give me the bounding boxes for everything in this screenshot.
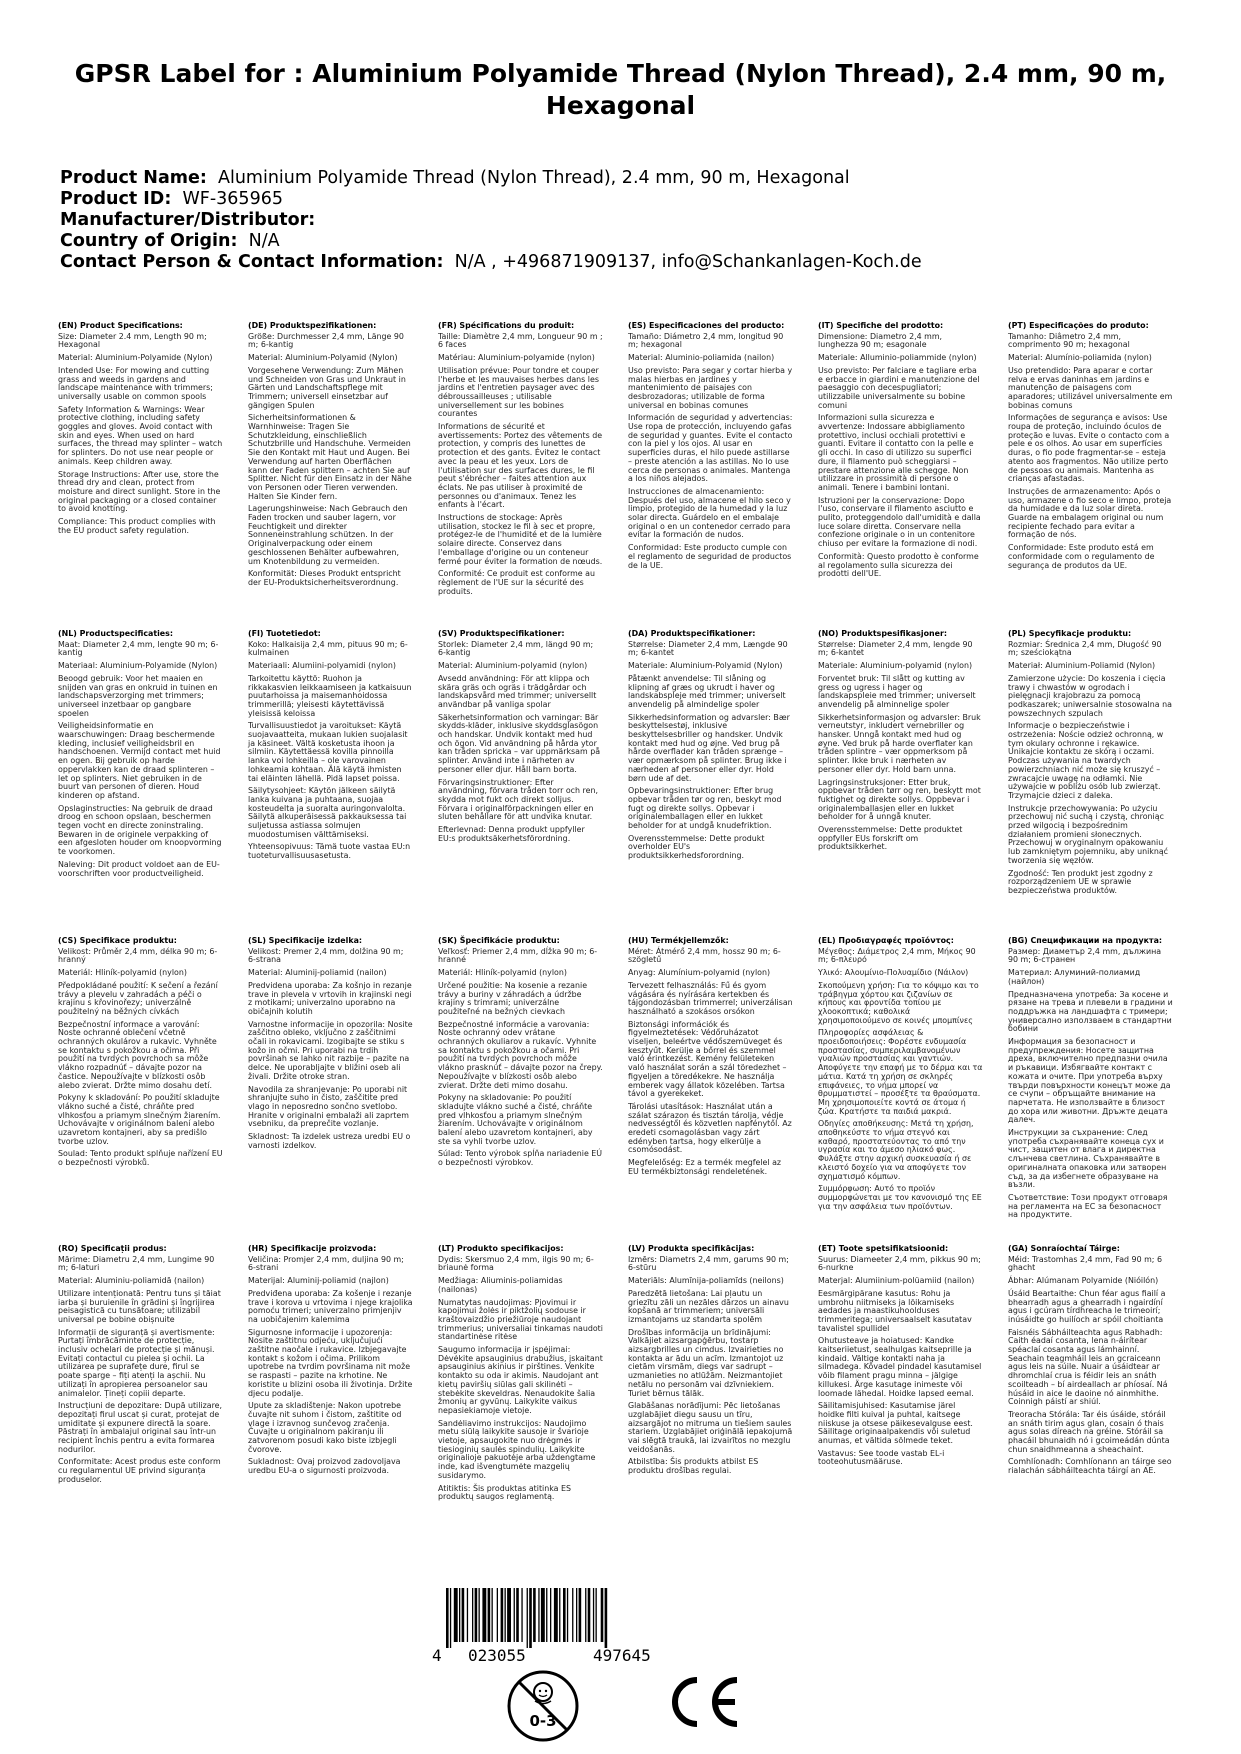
spec-grid-row-4 xyxy=(58,1245,1186,1507)
spec-paragraph: Storlek: Diameter 2,4 mm, längd 90 m; 6-kantig xyxy=(438,639,594,658)
spec-paragraph: Veľkosť: Priemer 2,4 mm, dĺžka 90 m; 6-hranné xyxy=(438,946,598,965)
spec-paragraph: Medžiaga: Aliuminis-poliamidas (nailonas) xyxy=(438,1276,563,1294)
spec-block xyxy=(248,937,413,1199)
spec-paragraph: Conformitate: Acest produs este conform cu regulamentul UE privind siguranța produselor. xyxy=(58,1457,221,1484)
spec-paragraph: Informazioni sulla sicurezza e avvertenze: Indossare abbigliamento protettivo, inclusi occhiali protettivi e guanti. Evitare il contatto con la pelle e gli occhi. In caso di utilizzo su superfici dure, il filamento può scheggiarsi – prestare attenzione alle schegge. Non utilizzare in prossimità di persone o animali. Tenere i bambini lontani. xyxy=(818,413,974,492)
spec-block xyxy=(438,630,603,892)
barcode-bar xyxy=(514,1588,515,1642)
barcode-bar xyxy=(588,1588,591,1642)
spec-paragraph: Turvallisuustiedot ja varoitukset: Käytä suojavaatteita, mukaan lukien suojalasit ja käsineet. Vältä kosketusta ihoon ja silmiin. Käytettäessä kovilla pinnoilla lanka voi lohkeilla – ole varovainen lohkeamia kohtaan. Älä käytä ihmisten tai eläinten lähellä. Pidä lapset poissa. xyxy=(248,721,408,783)
barcode-bar xyxy=(521,1588,522,1642)
spec-paragraph: Velikost: Premer 2,4 mm, dolžina 90 m; 6-strana xyxy=(248,946,404,965)
spec-paragraph: Sukladnost: Ovaj proizvod zadovoljava uredbu EU-a o sigurnosti proizvoda. xyxy=(248,1457,401,1476)
spec-heading: (GA) Sonraíochtaí Táirge: xyxy=(1008,1244,1120,1253)
spec-paragraph: Utilizare intenționată: Pentru tuns și tăiat iarba și buruienile în grădini și îngrijirea peisagistică cu tunsătoare; utilizabil universal pe bobine obișnuite xyxy=(58,1288,221,1324)
product-id-label: Product ID: xyxy=(60,189,172,209)
spec-paragraph: Förvaringsinstruktioner: Efter användning, förvara tråden torr och ren, skydda mot fukt och direkt solljus. Förvara i originalförpackningen eller en sluten behållare för att undvika knutar. xyxy=(438,777,598,822)
spec-paragraph: Atitiktis: Šis produktas atitinka ES produktų saugos reglamentą. xyxy=(438,1483,571,1502)
spec-paragraph: Instrucciones de almacenamiento: Después del uso, almacene el hilo seco y limpio, protegido de la humedad y la luz solar directa. Guárdelo en el embalaje original o en un contenedor cerrado para evitar la formación de nudos. xyxy=(628,486,791,540)
spec-paragraph: Informações de segurança e avisos: Use roupa de proteção, incluindo óculos de proteção e luvas. Evite o contacto com a pele e os olhos. Ao usar em superfícies duras, o fio pode fragmentar-se – esteja atento aos fragmentos. Não utilize perto de pessoas ou animais. Mantenha as crianças afastadas. xyxy=(1008,413,1170,484)
spec-paragraph: Navodila za shranjevanje: Po uporabi nit shranjujte suho in čisto, zaščitite pred vlago in neposredno sončno svetlobo. Hranite v originalni embalaži ali zaprtem vsebniku, da preprečite vozlanje. xyxy=(248,1084,409,1129)
spec-paragraph: Uso pretendido: Para aparar e cortar relva e ervas daninhas em jardins e manutenção de paisagens com aparadores; utilizável universalmente em bobinas comuns xyxy=(1008,365,1173,410)
spec-paragraph: Conformità: Questo prodotto è conforme al regolamento sulla sicurezza dei prodotti dell'UE. xyxy=(818,551,979,579)
barcode-bar xyxy=(601,1588,604,1642)
spec-paragraph: Υλικό: Αλουμίνιο-Πολυαμίδιο (Νάιλον) xyxy=(818,968,969,978)
spec-paragraph: Размер: Диаметър 2,4 mm, дължина 90 m; 6-странен xyxy=(1008,946,1162,965)
spec-heading: (NO) Produktspesifikasjoner: xyxy=(818,629,948,638)
barcode-bar xyxy=(467,1588,468,1642)
spec-grid-row-1 xyxy=(58,321,1186,596)
spec-paragraph: Größe: Durchmesser 2,4 mm, Länge 90 m; 6-kantig xyxy=(248,331,404,350)
spec-paragraph: Zgodność: Ten produkt jest zgodny z rozporządzeniem UE w sprawie bezpieczeństwa produktów. xyxy=(1008,868,1153,895)
spec-paragraph: Předpokládané použití: K sečení a řezání trávy a plevelu v zahradách a péči o krajinu s křovinořezy; univerzálně použitelný na běžných cívkách xyxy=(58,980,218,1016)
barcode-bar xyxy=(538,1588,539,1642)
spec-paragraph: Glabāšanas norādījumi: Pēc lietošanas uzglabājiet diegu sausu un tīru, aizsargājot no mitruma un tiešiem saules stariem. Uzglabājiet oriģinālā iepakojumā vai slēgtā traukā, lai izvairītos no mezglu veidošanās. xyxy=(628,1401,793,1454)
spec-paragraph: Size: Diameter 2.4 mm, Length 90 m; Hexagonal xyxy=(58,331,207,350)
spec-heading: (SL) Specifikacije izdelka: xyxy=(248,936,363,945)
spec-heading: (DE) Produktspezifikationen: xyxy=(248,321,377,330)
spec-paragraph: Tárolási utasítások: Használat után a szálat szárazon és tisztán tárolja, védje nedvességtől és közvetlen napfénytől. Az eredeti csomagolásban vagy zárt edényben tartsa, hogy elkerülje a csomósodást. xyxy=(628,1101,792,1155)
spec-block xyxy=(818,1245,983,1507)
spec-paragraph: Informacje o bezpieczeństwie i ostrzeżenia: Noście odzież ochronną, w tym okulary ochronne i rękawice. Unikajcie kontaktu ze skórą i oczami. Podczas używania na twardych powierzchniach nić może się kruszyć – zwracajcie uwagę na odłamki. Nie używajcie w pobliżu osób lub zwierząt. Trzymajcie dzieci z daleka. xyxy=(1008,721,1164,800)
spec-paragraph: Съответствие: Този продукт отговаря на регламента на ЕС за безопасност на продуктите. xyxy=(1008,1192,1168,1220)
spec-grid-row-3 xyxy=(58,936,1186,1220)
spec-paragraph: Intended Use: For mowing and cutting grass and weeds in gardens and landscape maintenance with trimmers; universally usable on common spools xyxy=(58,365,213,401)
spec-paragraph: Conformidade: Este produto está em conformidade com o regulamento de segurança de produtos da UE. xyxy=(1008,543,1155,570)
spec-paragraph: Eesmärgipärane kasutus: Rohu ja umbrohu niitmiseks ja lõikamiseks aedades ja maastikuhoolduses trimmeritega; universaalselt kasutatav tavalistel spullidel xyxy=(818,1288,972,1333)
spec-paragraph: Materiale: Aluminium-polyamid (nylon) xyxy=(818,661,973,671)
spec-block xyxy=(628,1245,793,1507)
spec-paragraph: Instrucțiuni de depozitare: După utilizare, depozitați firul uscat și curat, protejat de umiditate și expunere directă la soare. Păstrați în ambalajul original sau într-un recipient închis pentru a evita formarea nodurilor. xyxy=(58,1401,223,1454)
barcode-bar xyxy=(579,1588,582,1642)
spec-paragraph: Soulad: Tento produkt splňuje nařízení EU o bezpečnosti výrobků. xyxy=(58,1149,223,1168)
spec-paragraph: Sikkerhetsinformasjon og advarsler: Bruk verneutstyr, inkludert vernebriller og hansker. Unngå kontakt med hud og øyne. Ved bruk på harde overflater kan tråden splintre – vær oppmerksom på splinter. Ikke bruk i nærheten av personer eller dyr. Hold barn unna. xyxy=(818,712,981,774)
spec-paragraph: Tamaño: Diámetro 2,4 mm, longitud 90 m; hexagonal xyxy=(628,331,784,350)
spec-block xyxy=(58,630,223,892)
barcode-bar xyxy=(488,1588,491,1642)
spec-paragraph: Σκοπούμενη χρήση: Για το κόψιμο και το τράβηγμα χόρτου και ζιζανίων σε κήπους και φροντίδα τοπίου με χλοοκοπτικά; καθολικά χρησιμοποιούμενο σε κοινές μπομπίνες xyxy=(818,980,979,1025)
spec-paragraph: Materiale: Alluminio-poliammide (nylon) xyxy=(818,353,977,363)
spec-paragraph: Méid: Trastomhas 2,4 mm, Fad 90 m; 6 ghacht xyxy=(1008,1254,1162,1273)
barcode-bar xyxy=(507,1588,511,1642)
not-suitable-for-children-0-3-icon xyxy=(505,1668,581,1748)
spec-block xyxy=(628,322,793,584)
spec-heading: (LT) Produkto specifikacijos: xyxy=(438,1244,564,1253)
spec-paragraph: Yhteensopivuus: Tämä tuote vastaa EU:n tuoteturvallisuusasetusta. xyxy=(248,842,411,861)
spec-paragraph: Pokyny na skladovanie: Po použití skladujte vlákno suché a čisté, chráňte pred vlhkosťou a priamym slnečným žiarením. Uchovávajte v originálnom balení alebo uzavretom kontajneri, aby ste sa vyhli tvorbe uzlov. xyxy=(438,1093,593,1146)
spec-paragraph: Информация за безопасност и предупреждения: Носете защитна дреха, включително предпазни очила и ръкавици. Избягвайте контакт с кожата и очите. При употреба върху твърди повърхности конецът може да се счупи – обръщайте внимание на парчетата. Не използвайте в близост до хора или животни. Дръжте децата далеч. xyxy=(1008,1037,1171,1125)
barcode-bar xyxy=(529,1588,532,1648)
spec-paragraph: Informații de siguranță și avertismente: Purtați îmbrăcăminte de protecție, inclusiv ochelari de protecție și mănuși. Evitați contactul cu pielea și ochii. La utilizarea pe suprafețe dure, firul se poate sparge – fiți atenți la așchii. Nu utilizați în apropierea persoanelor sau animalelor. Țineți copiii departe. xyxy=(58,1327,215,1398)
spec-paragraph: Anyag: Alumínium-polyamid (nylon) xyxy=(628,968,771,978)
barcode-bar xyxy=(459,1588,460,1642)
spec-heading: (PT) Especificações do produto: xyxy=(1008,321,1149,330)
spec-paragraph: Uso previsto: Per falciare e tagliare erba e erbacce in giardini e manutenzione del paesaggio con decespugliatori; utilizzabile universalmente su bobine comuni xyxy=(818,365,980,410)
spec-paragraph: Bezpečnostné informácie a varovania: Noste ochranný odev vrátane ochranných okuliarov a rukavíc. Vyhnite sa kontaktu s pokožkou a očami. Pri použití na tvrdých povrchoch môže vlákno prasknúť – dávajte pozor na črepy. Nepoužívajte v blízkosti osôb alebo zvierat. Držte deti mimo dosahu. xyxy=(438,1019,603,1090)
spec-paragraph: Vorgesehene Verwendung: Zum Mähen und Schneiden von Gras und Unkraut in Gärten und Landschaftspflege mit Trimmern; universell einsetzbar auf gängigen Spulen xyxy=(248,365,406,410)
barcode-bar xyxy=(533,1588,536,1642)
spec-paragraph: Skladnost: Ta izdelek ustreza uredbi EU o varnosti izdelkov. xyxy=(248,1132,411,1150)
spec-block xyxy=(818,936,983,1211)
spec-paragraph: Tamanho: Diâmetro 2,4 mm, comprimento 90 m; hexagonal xyxy=(1008,331,1130,350)
spec-paragraph: Uso previsto: Para segar y cortar hierba y malas hierbas en jardines y mantenimiento de paisajes con desbrozadoras; utilizable de forma universal en bobinas comunes xyxy=(628,365,793,410)
spec-paragraph: Instructions de stockage: Après utilisation, stockez le fil à sec et propre, protégez-le de l'humidité et de la lumière solaire directe. Conservez dans l'emballage d'origine ou un conteneur fermé pour éviter la formation de nœuds. xyxy=(438,513,603,566)
spec-paragraph: Istruzioni per la conservazione: Dopo l'uso, conservare il filamento asciutto e pulito, proteggendolo dall'umidità e dalla luce solare diretta. Conservare nella confezione originale o in un contenitore chiuso per evitare la formazione di nodi. xyxy=(818,495,981,549)
spec-block xyxy=(58,937,223,1199)
spec-paragraph: Určené použitie: Na kosenie a rezanie trávy a buriny v záhradách a údržbe krajiny s trimrami; univerzálne použiteľné na bežných cievkach xyxy=(438,980,588,1016)
ce-mark-icon xyxy=(663,1672,743,1736)
barcode-bar xyxy=(593,1588,594,1642)
spec-paragraph: Taille: Diamètre 2,4 mm, Longueur 90 m ; 6 faces xyxy=(438,331,603,350)
spec-heading: (EN) Product Specifications: xyxy=(58,321,183,330)
spec-paragraph: Rozmiar: Średnica 2,4 mm, Długość 90 m; sześciokątna xyxy=(1008,639,1162,658)
spec-block xyxy=(818,322,983,584)
spec-paragraph: Materiál: Hliník-polyamid (nylon) xyxy=(438,968,567,978)
spec-block xyxy=(438,937,603,1199)
spec-paragraph: Sandėliavimo instrukcijos: Naudojimo metu siūlą laikykite sausoje ir švarioje vietoje, apsaugokite nuo drėgmės ir tiesioginių saulės spindulių. Laikykite originalioje pakuotėje arba uždengtame inde, kad išvengtumėte mazgelių susidarymo. xyxy=(438,1418,596,1480)
spec-paragraph: Påtænkt anvendelse: Til slåning og klipning af græs og ukrudt i haver og landskabspleje med trimmer; universelt anvendelig på almindelige spoler xyxy=(628,673,786,709)
spec-heading: (FI) Tuotetiedot: xyxy=(248,629,321,638)
spec-heading: (FR) Spécifications du produit: xyxy=(438,321,575,330)
spec-paragraph: Materjal: Alumiinium-polüamiid (nailon) xyxy=(818,1276,975,1286)
spec-heading: (SV) Produktspecifikationer: xyxy=(438,629,565,638)
spec-paragraph: Paredzētā lietošana: Lai pļautu un griezītu zāli un nezāles dārzos un ainavu kopšanā ar trimmeriem; universāli izmantojams uz standarta spolēm xyxy=(628,1288,789,1324)
spec-paragraph: Súlad: Tento výrobok spĺňa nariadenie EÚ o bezpečnosti výrobkov. xyxy=(438,1149,603,1168)
barcode-bar xyxy=(454,1588,458,1642)
spec-paragraph: Material: Aluminium-Polyamid (Nylon) xyxy=(248,353,398,363)
spec-paragraph: Conformidad: Este producto cumple con el reglamento de seguridad de productos de la UE. xyxy=(628,543,792,570)
spec-paragraph: Drošības informācija un brīdinājumi: Valkājiet aizsargapģērbu, tostarp aizsargbrilles un cimdus. Izvairieties no kontakta ar ādu un acīm. Izmantojot uz cietām virsmām, diegs var sadrupt – uzmanieties no atlūžām. Neizmantojiet netālu no personām vai dzīvniekiem. Turiet bērnus tālāk. xyxy=(628,1327,784,1398)
spec-paragraph: Maat: Diameter 2,4 mm, lengte 90 m; 6-kantig xyxy=(58,639,219,658)
spec-paragraph: Material: Aluminium-Polyamide (Nylon) xyxy=(58,353,213,363)
spec-heading: (RO) Specificații produs: xyxy=(58,1244,167,1253)
spec-paragraph: Megfelelőség: Ez a termék megfelel az EU termékbiztonsági rendeletének. xyxy=(628,1158,782,1176)
barcode-right-digits: 497645 xyxy=(593,1646,651,1665)
barcode-bar xyxy=(554,1588,558,1642)
spec-paragraph: Säilitamisjuhised: Kasutamise järel hoidke filti kuival ja puhtal, kaitsege niiskuse ja otsese päikesevalguse eest. Säilitage originaalpakendis või suletud anumas, et vältida sõlmede teket. xyxy=(818,1401,973,1446)
barcode-bar xyxy=(501,1588,504,1642)
spec-paragraph: Mărime: Diametru 2,4 mm, Lungime 90 m; 6-laturi xyxy=(58,1254,215,1273)
spec-paragraph: Conformité: Ce produit est conforme au règlement de l'UE sur la sécurité des produits. xyxy=(438,569,595,596)
barcode-bar xyxy=(462,1588,465,1642)
spec-block xyxy=(818,630,983,892)
spec-paragraph: Instruções de armazenamento: Após o uso, armazene o fio seco e limpo, proteja da humidade e da luz solar direta. Guarde na embalagem original ou num recipiente fechado para evitar a formação de nós. xyxy=(1008,486,1172,540)
spec-paragraph: Materiale: Aluminium-Polyamid (Nylon) xyxy=(628,661,783,671)
spec-block xyxy=(58,1245,223,1507)
barcode-lead-digit: 4 xyxy=(432,1646,442,1665)
barcode-bar xyxy=(559,1588,560,1642)
barcode-bar xyxy=(527,1588,528,1648)
spec-paragraph: Materiál: Hliník-polyamid (nylon) xyxy=(58,968,187,978)
spec-paragraph: Säkerhetsinformation och varningar: Bär skydds-kläder, inklusive skyddsglasögon och handskar. Undvik kontakt med hud och ögon. Vid användning på hårda ytor kan tråden spricka – var uppmärksam på splinter. Använd inte i närheten av personer eller djur. Håll barn borta. xyxy=(438,712,601,774)
spec-paragraph: Méret: Átmérő 2,4 mm, hossz 90 m; 6-szögletű xyxy=(628,946,781,965)
spec-paragraph: Storage Instructions: After use, store the thread dry and clean, protect from moisture and direct sunlight. Store in the original packaging or a closed container to avoid knotting. xyxy=(58,469,221,514)
spec-block xyxy=(248,630,413,892)
spec-paragraph: Numatytas naudojimas: Pjovimui ir kapojimui žolės ir piktžolių sodouse ir kraštovaizdžio priežiūroje naudojant trimmerius; universaliai tinkamas naudoti standartinėse ritėse xyxy=(438,1297,603,1342)
spec-paragraph: Varnostne informacije in opozorila: Nosite zaščitno obleko, vključno z zaščitnimi očali in rokavicami. Izogibajte se stiku s kožo in očmi. Pri uporabi na trdih površinah se lahko nit razbije – pazite na delce. Ne uporabljajte v bližini oseb ali živali. Držite otroke stran. xyxy=(248,1019,413,1081)
barcode-bar xyxy=(516,1588,519,1642)
barcode-bar xyxy=(472,1588,473,1642)
spec-paragraph: Πληροφορίες ασφάλειας & προειδοποιήσεις: Φορέστε ενδυμασία προστασίας, συμπεριλαμβανομένων γυαλιών προστασίας και γαντιών. Αποφύγετε την επαφή με το δέρμα και τα μάτια. Κατά τη χρήση σε σκληρές επιφάνειες, το νήμα μπορεί να θρυμματιστεί – προσέξτε τα θραύσματα. Μη χρησιμοποιείτε κοντά σε άτομα ή ζώα. Κρατήστε τα παιδιά μακριά. xyxy=(818,1028,983,1116)
country-label: Country of Origin: xyxy=(60,231,238,251)
spec-paragraph: Compliance: This product complies with the EU product safety regulation. xyxy=(58,517,216,535)
product-info xyxy=(60,168,1190,273)
spec-paragraph: Pokyny k skladování: Po použití skladujte vlákno suché a čisté, chráňte pred vlhkosťou a priamym slnečným žiarením. Uchovávajte v originálnom balení alebo uzavretom kontajneri, aby sa predišlo tvorbe uzlov. xyxy=(58,1093,221,1146)
spec-paragraph: Ábhar: Alúmanam Polyamide (Nióilón) xyxy=(1008,1276,1159,1286)
spec-heading: (PL) Specyfikacje produktu: xyxy=(1008,629,1132,638)
spec-paragraph: Μέγεθος: Διάμετρος 2,4 mm, Μήκος 90 m; 6-πλευρό xyxy=(818,946,976,965)
spec-paragraph: Predvidena uporaba: Za košnjo in rezanje trave in plevela v vrtovih in krajinski negi z motikami; univerzalno uporabno na običajnih kolutih xyxy=(248,980,412,1016)
spec-paragraph: Bezpečnostní informace a varování: Noste ochranné oblečení včetně ochranných okulárov a rukavic. Vyhněte se kontaktu s pokožkou a očima. Při použití na tvrdých povrchoch sa môže vlákno rozpadnúť – dávajte pozor na častice. Nepoužívajte v blízkosti osôb alebo zvierat. Držte mimo dosahu detí. xyxy=(58,1019,217,1090)
spec-paragraph: Matériau: Aluminium-polyamide (nylon) xyxy=(438,353,595,363)
spec-paragraph: Opslaginstructies: Na gebruik de draad droog en schoon opslaan, beschermen tegen vocht en directe zoninstraling. Bewaren in de originele verpakking of een afgesloten houder om knoopvorming te voorkomen. xyxy=(58,803,222,857)
spec-paragraph: Naleving: Dit product voldoet aan de EU-voorschriften voor productveiligheid. xyxy=(58,859,220,878)
spec-paragraph: Konformität: Dieses Produkt entspricht der EU-Produktsicherheitsverordnung. xyxy=(248,569,401,587)
spec-block xyxy=(1008,322,1173,584)
barcode-bar xyxy=(492,1588,493,1642)
contact-value: N/A , +496871909137, info@Schankanlagen-Koch.de xyxy=(454,252,922,272)
spec-paragraph: Veličina: Promjer 2,4 mm, duljina 90 m; 6-strani xyxy=(248,1254,404,1273)
barcode-bar xyxy=(541,1588,545,1642)
spec-paragraph: Dydis: Skersmuo 2,4 mm, ilgis 90 m; 6-briaunė forma xyxy=(438,1254,594,1273)
spec-paragraph: Størrelse: Diameter 2,4 mm, lengde 90 m; 6-kantet xyxy=(818,639,973,658)
manufacturer-row xyxy=(60,210,1190,231)
spec-heading: (LV) Produkta specifikācijas: xyxy=(628,1244,755,1253)
spec-heading: (CS) Specifikace produktu: xyxy=(58,936,177,945)
spec-block xyxy=(1008,629,1173,895)
spec-heading: (SK) Špecifikácie produktu: xyxy=(438,936,560,945)
spec-paragraph: Faisnéis Sábháilteachta agus Rabhadh: Caith éadaí cosanta, lena n-áirítear spéaclaí cosanta agus lámhainní. Seachain teagmháil leis an gcraiceann agus leis na súile. Nuair a úsáidtear ar dhromchlaí crua is féidir leis an snáth scoilteadh – bí airdeallach ar phíosaí. Ná húsáid in aice le daoine nó ainmhithe. Coinnigh páistí ar shiúl. xyxy=(1008,1327,1168,1407)
spec-grid-row-2 xyxy=(58,629,1186,895)
spec-heading: (ET) Toote spetsifikatsioonid: xyxy=(818,1244,949,1253)
spec-heading: (NL) Productspecificaties: xyxy=(58,629,174,638)
spec-paragraph: Opbevaringsinstruktioner: Efter brug opbevar tråden tør og ren, beskyt mod fugt og direkte sollys. Opbevar i originalemballagen eller en lukket beholder for at undgå knudefriktion. xyxy=(628,786,782,831)
country-value: N/A xyxy=(248,231,280,251)
spec-paragraph: Materiaal: Aluminium-Polyamide (Nylon) xyxy=(58,661,218,671)
product-id-value: WF-365965 xyxy=(182,189,283,209)
spec-paragraph: Forventet bruk: Til slått og kutting av gress og ugress i hager og landskapspleie med trimmer; universelt anvendelig på alminnelige spoler xyxy=(818,673,976,709)
spec-paragraph: Tarkoitettu käyttö: Ruohon ja rikkakasvien leikkaamiseen ja katkaisuun puutarhoissa ja maisemanhoidossa trimmerillä; yleisesti käytettävissä yleisissä keloissa xyxy=(248,673,412,718)
spec-paragraph: Инструкции за съхранение: След употреба съхранявайте конеца сух и чист, защитен от влага и директна слънчева светлина. Съхранявайте в оригиналната опаковка или затворен съд, за да избегнете образуване на възли. xyxy=(1008,1128,1167,1190)
age-label: 0-3 xyxy=(529,1712,557,1730)
spec-paragraph: Zamierzone użycie: Do koszenia i cięcia trawy i chwastów w ogrodach i pielęgnacji krajobrazu za pomocą podkaszarek; uniwersalnie stosowalna na powszechnych szpulach xyxy=(1008,673,1172,718)
spec-paragraph: Säilytysohjeet: Käytön jälkeen säilytä lanka kuivana ja puhtaana, suojaa kosteudelta ja suoralta auringonvalolta. Säilytä alkuperäisessä pakkauksessa tai suljetussa astiassa solmujen muodostumisen välttämiseksi. xyxy=(248,786,407,839)
spec-paragraph: Dimensione: Diametro 2,4 mm, lunghezza 90 m; esagonale xyxy=(818,331,943,350)
spec-paragraph: Lagringsinstruksjoner: Etter bruk, oppbevar tråden tørr og ren, beskytt mot fuktighet og direkte sollys. Oppbevar i originalemballasjen eller en lukket beholder for å unngå knuter. xyxy=(818,777,981,822)
spec-paragraph: Sikkerhedsinformation og advarsler: Bær beskyttelsestøj, inklusive beskyttelsesbriller og handsker. Undvik kontakt med hud og øjne. Ved brug på hårde overflader kan tråden sprænge – vær opmærksom på splinter. Brug ikke i nærheden af personer eller dyr. Hold børn ude af det. xyxy=(628,712,790,783)
spec-paragraph: Sicherheitsinformationen & Warnhinweise: Tragen Sie Schutzkleidung, einschließlich Schutzbrille und Handschuhe. Vermeiden Sie den Kontakt mit Haut und Augen. Bei Verwendung auf harten Oberflächen kann der Faden splittern – achten Sie auf Splitter. Nicht für den Einsatz in der Nähe von Personen oder Tieren verwenden. Halten Sie Kinder fern. xyxy=(248,413,412,501)
spec-paragraph: Efterlevnad: Denna produkt uppfyller EU:s produktsäkerhetsförordning. xyxy=(438,825,585,843)
spec-block xyxy=(248,1245,413,1507)
spec-paragraph: Suurus: Diameeter 2,4 mm, pikkus 90 m; 6-nurkne xyxy=(818,1254,981,1273)
spec-paragraph: Saugumo informacija ir įspėjimai: Dėvėkite apsauginius drabužius, įskaitant apsauginius akinius ir pirštines. Venkite kontakto su oda ir akimis. Naudojant ant kietų paviršių siūlas gali skilinėti – stebėkite skeveldras. Nenaudokite šalia žmonių ar gyvūnų. Laikykite vaikus nepasiekiamoje vietoje. xyxy=(438,1345,603,1415)
spec-paragraph: Material: Aluminiu-poliamidă (nailon) xyxy=(58,1276,205,1286)
barcode-bar xyxy=(505,1588,506,1642)
barcode-bar xyxy=(482,1588,486,1642)
spec-paragraph: Instrukcje przechowywania: Po użyciu przechowuj nić suchą i czystą, chroniąc przed wilgocią i bezpośrednim działaniem promieni słonecznych. Przechowuj w oryginalnym opakowaniu lub zamkniętym pojemniku, aby uniknąć tworzenia się węzłów. xyxy=(1008,803,1169,865)
barcode-bar xyxy=(605,1588,608,1648)
spec-paragraph: Comhlíonadh: Comhlíonann an táirge seo rialachán sábháilteachta táirgí an AE. xyxy=(1008,1457,1172,1476)
spec-paragraph: Upute za skladištenje: Nakon upotrebe čuvajte nit suhom i čistom, zaštitite od vlage i izravnog sunčevog zračenja. Čuvajte u originalnom pakiranju ili zatvorenom posudi kako biste izbjegli čvorove. xyxy=(248,1401,402,1454)
spec-paragraph: Vastavus: See toode vastab EL-i tooteohutusmääruse. xyxy=(818,1448,945,1467)
spec-paragraph: Úsáid Beartaithe: Chun féar agus fiailí a bhearradh agus a ghearradh i ngairdíní agus i gcúram tírdhreacha le trimeoirí; inúsáidte go huilíoch ar spóil choitianta xyxy=(1008,1288,1166,1324)
spec-paragraph: Συμμόρφωση: Αυτό το προϊόν συμμορφώνεται με τον κανονισμό της ΕΕ για την ασφάλεια των προϊόντων. xyxy=(818,1184,982,1211)
spec-paragraph: Veiligheidsinformatie en waarschuwingen: Draag beschermende kleding, inclusief veiligheidsbril en handschoenen. Vermijd contact met huid en ogen. Bij gebruik op harde oppervlakken kan de draad splinteren – let op splinters. Niet gebruiken in de buurt van personen of dieren. Houd kinderen op afstand. xyxy=(58,721,221,800)
manufacturer-label: Manufacturer/Distributor: xyxy=(60,210,316,230)
barcode-bar xyxy=(596,1588,597,1642)
spec-paragraph: Predviđena uporaba: Za košenje i rezanje trave i korova u vrtovima i njege krajolika pomoću trimeri; univerzalno primjenjiv na uobičajenim kalemima xyxy=(248,1288,413,1324)
barcode-bar xyxy=(563,1588,566,1642)
spec-paragraph: Atbilstība: Šis produkts atbilst ES produktu drošības regulai. xyxy=(628,1457,759,1476)
spec-paragraph: Material: Aluminio-poliamida (nailon) xyxy=(628,353,775,363)
spec-paragraph: Overensstemmelse: Dette produktet oppfyller EUs forskrift om produktsikkerhet. xyxy=(818,825,963,852)
spec-paragraph: Izmērs: Diametrs 2,4 mm, garums 90 m; 6-stūru xyxy=(628,1254,789,1273)
spec-paragraph: Material: Aluminij-poliamid (nailon) xyxy=(248,968,387,978)
spec-paragraph: Materiał: Aluminium-Poliamid (Nylon) xyxy=(1008,661,1156,671)
spec-block xyxy=(628,937,793,1199)
spec-paragraph: Información de seguridad y advertencias: Use ropa de protección, incluyendo gafas de seguridad y guantes. Evite el contacto con la piel y los ojos. Al usar en superficies duras, el hilo puede astillarse – preste atención a las astillas. No lo use cerca de personas o animales. Mantenga a los niños alejados. xyxy=(628,413,793,484)
spec-paragraph: Treoracha Stórála: Tar éis úsáide, stóráil an snáth tirim agus glan, cosain ó thais agus solas díreach na gréine. Stóráil sa phacáil bhunaidh nó i gcoimeádán dúnta chun snaidhmeanna a sheachaint. xyxy=(1008,1409,1170,1454)
spec-paragraph: Avsedd användning: För att klippa och skära gräs och ogräs i trädgårdar och landskapsvård med trimmer; universellt användbar på vanliga spolar xyxy=(438,673,597,709)
spec-paragraph: Material: Aluminium-polyamid (nylon) xyxy=(438,661,588,671)
spec-block xyxy=(58,322,223,584)
spec-block xyxy=(628,630,793,892)
spec-paragraph: Informations de sécurité et avertissements: Portez des vêtements de protection, y compris des lunettes de protection et des gants. Évitez le contact avec la peau et les yeux. Lors de l'utilisation sur des surfaces dures, le fil peut s'ébrécher – faites attention aux éclats. Ne pas utiliser à proximité de personnes ou d'animaux. Tenez les enfants à l'écart. xyxy=(438,422,603,510)
barcode-bar xyxy=(567,1588,568,1642)
contact-label: Contact Person & Contact Information: xyxy=(60,252,444,272)
spec-heading: (ES) Especificaciones del producto: xyxy=(628,321,785,330)
spec-paragraph: Материал: Алуминий-полиамид (найлон) xyxy=(1008,968,1141,986)
barcode-bar xyxy=(446,1588,449,1648)
spec-paragraph: Koko: Halkaisija 2,4 mm, pituus 90 m; 6-kulmainen xyxy=(248,639,408,658)
barcode-bar xyxy=(546,1588,547,1642)
spec-paragraph: Material: Alumínio-poliamida (nylon) xyxy=(1008,353,1152,363)
product-id-row xyxy=(60,189,1190,210)
spec-paragraph: Safety Information & Warnings: Wear protective clothing, including safety goggles and gloves. Avoid contact with skin and eyes. When used on hard surfaces, the thread may splinter – watch for splinters. Do not use near people or animals. Keep children away. xyxy=(58,404,223,466)
spec-paragraph: Utilisation prévue: Pour tondre et couper l'herbe et les mauvaises herbes dans les jardins et l'entretien paysager avec des débroussailleuses ; utilisable universellement sur les bobines courantes xyxy=(438,365,599,419)
spec-heading: (DA) Produktspecifikationer: xyxy=(628,629,756,638)
spec-paragraph: Materijal: Aluminij-poliamid (najlon) xyxy=(248,1276,389,1286)
spec-paragraph: Ohutusteave ja hoiatused: Kandke kaitseriietust, sealhulgas kaitseprille ja kindaid. Vältige kontakti naha ja silmadega. Kõvadel pindadel kasutamisel võib filament pragu minna – jälgige killukesi. Ärge kasutage inimeste või loomade lähedal. Hoidke lapsed eemal. xyxy=(818,1336,982,1398)
spec-heading: (HU) Termékjellemzők: xyxy=(628,936,729,945)
spec-paragraph: Sigurnosne informacije i upozorenja: Nosite zaštitnu odjeću, uključujući zaštitne naočale i rukavice. Izbjegavajte kontakt s kožom i očima. Prilikom upotrebe na tvrdim površinama nit može se raspasti – pazite na krhotine. Ne koristite u blizini osoba ili životinja. Držite djecu podalje. xyxy=(248,1327,413,1398)
spec-heading: (EL) Προδιαγραφές προϊόντος: xyxy=(818,936,954,945)
spec-block xyxy=(438,321,603,596)
barcode-bars xyxy=(438,1588,698,1648)
spec-paragraph: Materiāls: Alumīnija-poliamīds (neilons) xyxy=(628,1276,784,1286)
barcode-left-digits: 023055 xyxy=(468,1646,526,1665)
spec-paragraph: Velikost: Průměr 2,4 mm, délka 90 m; 6-hranný xyxy=(58,946,218,965)
country-row xyxy=(60,231,1190,252)
spec-paragraph: Overensstemmelse: Dette produkt overholder EU's produktsikkerhedsforordning. xyxy=(628,833,765,861)
product-name-row xyxy=(60,168,1190,189)
spec-paragraph: Οδηγίες αποθήκευσης: Μετά τη χρήση, αποθηκεύστε το νήμα στεγνό και καθαρό, προστατεύοντας το από την υγρασία και το άμεσο ηλιακό φως. Φυλάξτε στην αρχική συσκευασία ή σε κλειστό δοχείο για να αποφύγετε τον σχηματισμό κόμπων. xyxy=(818,1119,974,1181)
contact-row xyxy=(60,252,1190,273)
spec-paragraph: Lagerungshinweise: Nach Gebrauch den Faden trocken und sauber lagern, vor Feuchtigkeit und direkter Sonneneinstrahlung schützen. In der Originalverpackung oder einem geschlossenen Behälter aufbewahren, um Knotenbildung zu vermeiden. xyxy=(248,504,408,566)
product-name-value: Aluminium Polyamide Thread (Nylon Thread), 2.4 mm, 90 m, Hexagonal xyxy=(218,168,850,188)
spec-paragraph: Størrelse: Diameter 2,4 mm, Længde 90 m; 6-kantet xyxy=(628,639,788,658)
spec-paragraph: Предназначена употреба: За косене и рязане на трева и плевели в градини и поддръжка на ландшафта с тримери; универсално използваем в стандартни бобини xyxy=(1008,989,1173,1034)
barcode-bar xyxy=(550,1588,551,1642)
spec-paragraph: Biztonsági információk és figyelmeztetések: Védőruházatot viseljen, beleértve védőszemüveget és kesztyűt. Kerülje a bőrrel és szemmel való érintkezést. Kemény felületeken való használat során a szál töredezhet – figyeljen a töredékekre. Ne használja emberek vagy állatok közelében. Tartsa távol a gyerekeket. xyxy=(628,1019,787,1099)
barcode-bar xyxy=(572,1588,573,1642)
barcode-bar xyxy=(585,1588,586,1642)
spec-paragraph: Beoogd gebruik: Voor het maaien en snijden van gras en onkruid in tuinen en landschapsverzorging met trimmers; universeel inzetbaar op gangbare spoelen xyxy=(58,673,218,718)
spec-heading: (HR) Specifikacije proizvoda: xyxy=(248,1244,377,1253)
page-title: GPSR Label for : Aluminium Polyamide Thread (Nylon Thread), 2.4 mm, 90 m, Hexagonal xyxy=(74,59,1167,120)
barcode xyxy=(432,1588,698,1666)
spec-block xyxy=(1008,936,1173,1220)
barcode-bar xyxy=(497,1588,498,1642)
spec-paragraph: Tervezett felhasználás: Fű és gyom vágására és nyírására kertekben és tájgondozásban trimmerrel; univerzálisan használható a szokásos orsókon xyxy=(628,980,793,1016)
barcode-bar xyxy=(576,1588,577,1642)
spec-block xyxy=(1008,1245,1173,1507)
barcode-bar xyxy=(479,1588,480,1642)
barcode-bar xyxy=(450,1588,451,1648)
barcode-bar xyxy=(475,1588,478,1642)
spec-heading: (IT) Specifiche del prodotto: xyxy=(818,321,944,330)
spec-paragraph: Materiaali: Alumiini-polyamidi (nylon) xyxy=(248,661,396,671)
spec-heading: (BG) Спецификации на продукта: xyxy=(1008,936,1163,945)
spec-block xyxy=(438,1245,603,1507)
spec-block xyxy=(248,321,413,587)
product-name-label: Product Name: xyxy=(60,168,207,188)
